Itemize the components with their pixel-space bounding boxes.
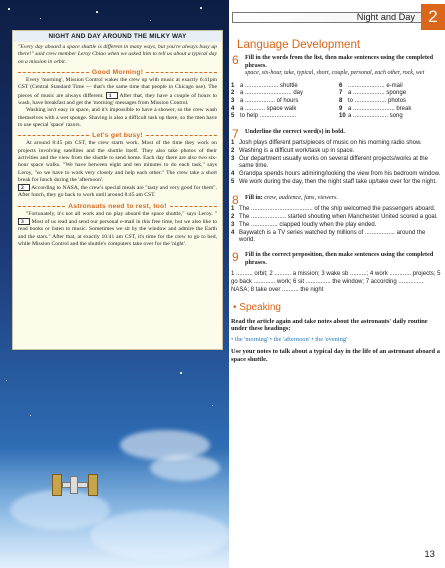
section-heading-astronauts-rest: Astronauts need to rest, too!	[18, 203, 217, 210]
fill-in-item	[231, 98, 333, 106]
exercise-item	[231, 140, 441, 147]
item-number: 4	[231, 171, 235, 178]
item-number: 1	[231, 140, 235, 147]
article-paragraph: At around 8:45 pm CST, the crew starts work. Most of the time they work on projects involving satellites and the shuttle itself. They also take photos of their activities and the view from the shuttle to send home. Each day there are also two six-hour space walks. "We have between eight and ten minutes to do each task," says Leroy, "so we have to work very closely and help each other." The crew take a short break for lunch during the 'afternoon'.	[18, 140, 217, 183]
item-text: to ................... photos	[348, 97, 407, 104]
fill-in-item	[231, 106, 333, 114]
article-title: NIGHT AND DAY AROUND THE MILKY WAY	[13, 31, 222, 42]
item-number: 3	[231, 156, 235, 163]
article-card	[12, 30, 223, 350]
exercise-instruction: Fill in the correct preposition, then make sentences using the completed phrases.	[245, 251, 434, 266]
item-number: 5	[231, 113, 235, 120]
exercise-item	[231, 230, 441, 245]
item-text: Washing is a difficult work/task up in space.	[239, 148, 355, 155]
article-paragraph: "Fortunately, it's not all work and no play aboard the space shuttle," says Leroy. " 3 Most of us read and send our personal e-mail in this free time, but we also like to read books or listen to music. Sometimes we sit by the window and admire the Earth and the stars." After that, at exactly 10:41 am CST, it's time for the crew to go to bed, while Mission Control and the shuttle's computers take over for the 'night'.	[18, 210, 217, 247]
fill-in-item	[339, 90, 441, 98]
article-paragraph: Every 'morning', Mission Control wakes the crew up with music at exactly 6:41pm CST (Central Standard Time — that's the same time that people in Chicago use). The pieces of music are always different. 1 After that, they have a couple of hours to wash, have breakfast and get the 'morning' messages from Mission Control.	[18, 77, 217, 106]
gap-box-1[interactable]: 1	[106, 92, 118, 99]
exercise-instruction: Fill in the words from the list, then make sentences using the completed phrases.	[245, 54, 434, 69]
exercise-8	[231, 192, 441, 207]
item-text: The ................ clapped loudly when the play ended.	[239, 221, 377, 228]
item-text: a .................... shuttle	[240, 82, 298, 89]
item-number: 4	[231, 229, 235, 236]
fill-in-item	[231, 83, 333, 91]
item-text: a ............................ day	[240, 90, 304, 97]
item-number: 2	[231, 148, 235, 155]
exercise-item	[231, 222, 441, 229]
item-number: 7	[339, 90, 343, 97]
item-text: Grandpa spends hours admiring/looking the view from his bedroom window.	[239, 171, 441, 178]
item-number: 6	[339, 82, 343, 89]
exercise-8-items	[231, 206, 441, 244]
item-text: The ..................... started shouting when Manchester United scored a goal.	[239, 213, 438, 220]
section-heading-good-morning: Good Morning!	[18, 69, 217, 76]
section-title-language-development: Language Development	[237, 38, 361, 51]
exercise-number: 6	[232, 53, 239, 67]
speaking-headings: • the 'morning' • the 'afternoon' • the 'evening'	[231, 336, 348, 344]
item-text: a ............ space walk	[240, 105, 297, 112]
exercise-7-items	[231, 140, 441, 186]
exercise-number: 8	[232, 192, 239, 207]
item-text: a ......................... break	[348, 105, 412, 112]
gap-box-3[interactable]: 3	[18, 218, 30, 225]
word-list: crew, audience, fans, viewers.	[264, 193, 338, 201]
item-number: 2	[231, 213, 235, 220]
exercise-item	[231, 179, 441, 186]
item-text: Our department usually works on several different projects/works at the same time.	[239, 156, 428, 170]
item-text: a ..................... song	[348, 113, 403, 120]
exercise-6-items	[231, 83, 441, 121]
item-text: The ..................................... of the ship welcomed the passengers aboard.	[239, 206, 436, 213]
item-number: 4	[231, 105, 235, 112]
unit-title: Night and Day	[356, 12, 415, 22]
item-text: ...................... e-mail	[348, 82, 403, 89]
section-heading-lets-get-busy: Let's get busy!	[18, 132, 217, 139]
exercise-instruction: Underline the correct word(s) in bold.	[245, 127, 345, 135]
exercise-6	[231, 54, 441, 78]
page-number: 13	[424, 549, 435, 560]
item-number: 3	[231, 97, 235, 104]
item-number: 1	[231, 82, 235, 89]
fill-in-item	[339, 98, 441, 106]
fill-in-item	[339, 106, 441, 114]
exercise-item	[231, 214, 441, 221]
exercise-7	[231, 126, 441, 141]
item-number: 2	[231, 90, 235, 97]
item-number: 5	[231, 179, 235, 186]
article-intro: "Every day aboard a space shuttle is different in many ways, but you're always busy up there!" said crew member Leroy Chiao when we asked him to tell us about a typical day on a mission in orbit.	[18, 44, 217, 65]
exercises-column	[231, 30, 441, 364]
exercise-number: 7	[232, 126, 239, 141]
item-number: 3	[231, 221, 235, 228]
exercise-item	[231, 148, 441, 155]
item-number: 8	[339, 97, 343, 104]
fill-in-item	[339, 83, 441, 91]
item-text: to help ......................	[240, 113, 297, 120]
gap-box-2[interactable]: 2	[18, 184, 30, 191]
item-number: 10	[339, 113, 346, 120]
item-number: 1	[231, 206, 235, 213]
speaking-instruction: Read the article again and take notes about the astronauts' daily routine under these headings:	[231, 317, 428, 333]
space-station-illustration	[52, 470, 100, 502]
section-title-speaking: • Speaking	[233, 301, 281, 313]
earth-horizon	[0, 448, 229, 568]
article-paragraph: 2 According to NASA, the crew's special meals are "tasty and very good for them". After lunch, they go back to work until around 8:45 am CST.	[18, 185, 217, 199]
exercise-instruction: Fill in:	[245, 193, 263, 201]
fill-in-item	[339, 113, 441, 121]
fill-in-item	[231, 90, 333, 98]
unit-number-tab: 2	[421, 4, 445, 30]
exercise-item	[231, 206, 441, 213]
page-header	[232, 4, 445, 30]
article-paragraph: Washing isn't easy in space, and it's impossible to have a shower, so the crew wash themselves with a wet sponge. Shaving is also a difficult task up there, so the men have to use special 'space' razors.	[18, 107, 217, 128]
item-text: a ................... sponge	[348, 90, 407, 97]
exercise-9	[231, 251, 441, 266]
item-number: 9	[339, 105, 343, 112]
item-text: a .................. of hours	[240, 97, 299, 104]
speaking-task: Use your notes to talk about a typical day in the life of an astronaut aboard a space shuttle.	[231, 348, 440, 364]
exercise-number: 9	[232, 250, 239, 265]
item-text: Baywatch is a TV series watched by millions of .................. around the world.	[239, 229, 426, 244]
exercise-item	[231, 156, 441, 171]
exercise-9-items: 1 .......... orbit; 2 .......... a mission; 3 wake sb ..........; 4 work ............. projects; 5 go back ............. work; 6 sit ............... the window; 7 according ............... NASA; 8 take over .......... the night	[231, 270, 441, 293]
word-list: space, six-hour, take, typical, short, couple, personal, each other, rock, wet	[245, 70, 425, 77]
item-text: Josh plays different parts/pieces of music on his morning radio show.	[239, 140, 422, 147]
item-text: We work during the day, then the night staff take up/take over for the night.	[239, 179, 437, 186]
exercise-item	[231, 171, 441, 178]
fill-in-item	[231, 113, 333, 121]
